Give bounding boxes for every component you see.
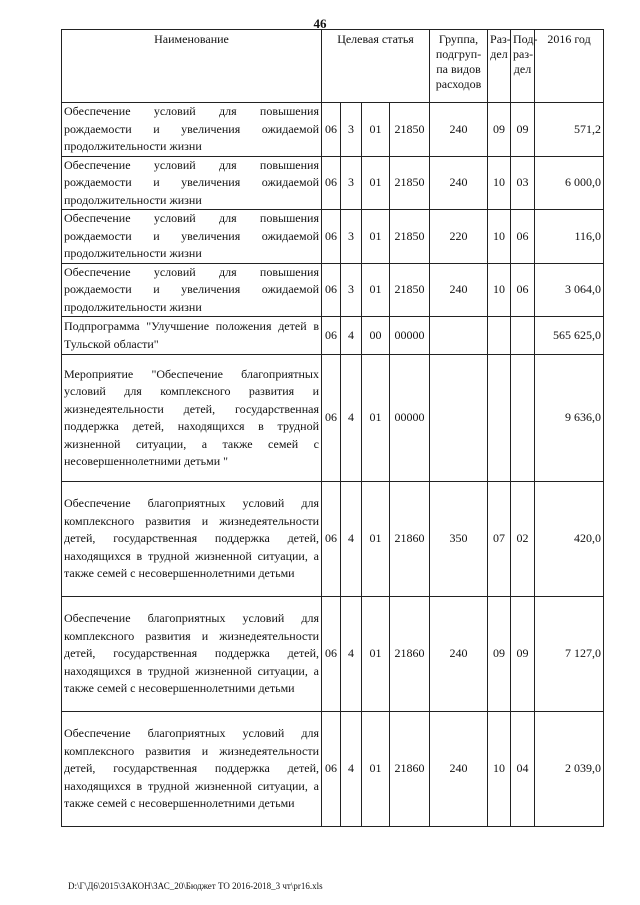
- amount-2016: 116,0: [535, 210, 604, 264]
- row-name: Подпрограмма "Улучшение положения детей в Тульской области": [62, 317, 322, 355]
- target-event-code: 01: [362, 597, 390, 712]
- section-code: 10: [488, 263, 511, 317]
- amount-2016: 7 127,0: [535, 597, 604, 712]
- target-program-code: 06: [322, 263, 341, 317]
- subsection-code: 09: [511, 597, 535, 712]
- target-event-code: 01: [362, 210, 390, 264]
- target-subprogram-code: 4: [341, 712, 362, 827]
- budget-table: [61, 29, 604, 827]
- target-event-code: 01: [362, 482, 390, 597]
- amount-2016: 6 000,0: [535, 156, 604, 210]
- subsection-code: 02: [511, 482, 535, 597]
- page-number: 46: [313, 16, 327, 31]
- table-row: [62, 317, 604, 355]
- expense-group: 220: [430, 210, 488, 264]
- subsection-code: [511, 317, 535, 355]
- header-subsection: Под-раз-дел: [511, 30, 535, 103]
- header-section: Раз-дел: [488, 30, 511, 103]
- target-event-code: 01: [362, 355, 390, 482]
- target-direction-code: 21850: [390, 263, 430, 317]
- target-event-code: 01: [362, 263, 390, 317]
- section-code: 09: [488, 597, 511, 712]
- header-expense-group: Группа, подгруп-па видов расходов: [430, 30, 488, 103]
- row-name: Обеспечение благоприятных условий для комплексного развития и жизнедеятельности детей, государственная поддержка детей, находящихся в трудной жизненной ситуации, а также семей с несовершеннолетними детьми: [62, 482, 322, 597]
- section-code: 10: [488, 156, 511, 210]
- row-name: Обеспечение благоприятных условий для комплексного развития и жизнедеятельности детей, государственная поддержка детей, находящихся в трудной жизненной ситуации, а также семей с несовершеннолетними детьми: [62, 597, 322, 712]
- expense-group: [430, 355, 488, 482]
- target-event-code: 01: [362, 156, 390, 210]
- table-row: [62, 712, 604, 827]
- subsection-code: [511, 355, 535, 482]
- target-program-code: 06: [322, 103, 341, 157]
- target-direction-code: 00000: [390, 317, 430, 355]
- amount-2016: 9 636,0: [535, 355, 604, 482]
- target-direction-code: 21860: [390, 597, 430, 712]
- table-row: [62, 355, 604, 482]
- target-program-code: 06: [322, 210, 341, 264]
- amount-2016: 420,0: [535, 482, 604, 597]
- table-row: [62, 103, 604, 157]
- target-program-code: 06: [322, 597, 341, 712]
- expense-group: 240: [430, 712, 488, 827]
- expense-group: 350: [430, 482, 488, 597]
- amount-2016: 571,2: [535, 103, 604, 157]
- target-direction-code: 21860: [390, 482, 430, 597]
- target-program-code: 06: [322, 355, 341, 482]
- subsection-code: 04: [511, 712, 535, 827]
- amount-2016: 565 625,0: [535, 317, 604, 355]
- section-code: 10: [488, 712, 511, 827]
- section-code: 10: [488, 210, 511, 264]
- target-event-code: 01: [362, 103, 390, 157]
- target-program-code: 06: [322, 317, 341, 355]
- row-name: Обеспечение условий для повышения рождаемости и увеличения ожидаемой продолжительности жизни: [62, 156, 322, 210]
- target-subprogram-code: 4: [341, 482, 362, 597]
- target-direction-code: 21860: [390, 712, 430, 827]
- header-name: Наименование: [62, 30, 322, 103]
- row-name: Обеспечение благоприятных условий для комплексного развития и жизнедеятельности детей, государственная поддержка детей, находящихся в трудной жизненной ситуации, а также семей с несовершеннолетними детьми: [62, 712, 322, 827]
- row-name: Обеспечение условий для повышения рождаемости и увеличения ожидаемой продолжительности жизни: [62, 263, 322, 317]
- target-direction-code: 00000: [390, 355, 430, 482]
- target-event-code: 00: [362, 317, 390, 355]
- table-row: [62, 597, 604, 712]
- expense-group: 240: [430, 103, 488, 157]
- expense-group: 240: [430, 597, 488, 712]
- target-program-code: 06: [322, 156, 341, 210]
- target-direction-code: 21850: [390, 103, 430, 157]
- subsection-code: 09: [511, 103, 535, 157]
- target-subprogram-code: 3: [341, 263, 362, 317]
- table-row: [62, 482, 604, 597]
- target-subprogram-code: 3: [341, 210, 362, 264]
- expense-group: [430, 317, 488, 355]
- target-subprogram-code: 4: [341, 355, 362, 482]
- subsection-code: 06: [511, 210, 535, 264]
- target-program-code: 06: [322, 482, 341, 597]
- target-direction-code: 21850: [390, 210, 430, 264]
- expense-group: 240: [430, 263, 488, 317]
- header-year: 2016 год: [535, 30, 604, 103]
- subsection-code: 06: [511, 263, 535, 317]
- target-direction-code: 21850: [390, 156, 430, 210]
- target-subprogram-code: 3: [341, 103, 362, 157]
- header-target-article: Целевая статья: [322, 30, 430, 103]
- target-subprogram-code: 4: [341, 597, 362, 712]
- table-row: [62, 263, 604, 317]
- row-name: Обеспечение условий для повышения рождаемости и увеличения ожидаемой продолжительности жизни: [62, 210, 322, 264]
- row-name: Обеспечение условий для повышения рождаемости и увеличения ожидаемой продолжительности жизни: [62, 103, 322, 157]
- expense-group: 240: [430, 156, 488, 210]
- target-program-code: 06: [322, 712, 341, 827]
- target-subprogram-code: 3: [341, 156, 362, 210]
- file-path-footer: D:\Г\Д6\2015\ЗАКОН\ЗАС_20\Бюджет ТО 2016-2018_3 чт\pr16.xls: [68, 881, 323, 891]
- section-code: [488, 355, 511, 482]
- subsection-code: 03: [511, 156, 535, 210]
- row-name: Мероприятие "Обеспечение благоприятных условий для комплексного развития и жизнедеятельности детей, государственная поддержка детей, находящихся в трудной жизненной ситуации, а также семей с несовершеннолетними детьми ": [62, 355, 322, 482]
- table-row: [62, 210, 604, 264]
- section-code: 09: [488, 103, 511, 157]
- table-row: [62, 156, 604, 210]
- amount-2016: 2 039,0: [535, 712, 604, 827]
- amount-2016: 3 064,0: [535, 263, 604, 317]
- section-code: [488, 317, 511, 355]
- target-subprogram-code: 4: [341, 317, 362, 355]
- section-code: 07: [488, 482, 511, 597]
- target-event-code: 01: [362, 712, 390, 827]
- table-header-row: [62, 30, 604, 103]
